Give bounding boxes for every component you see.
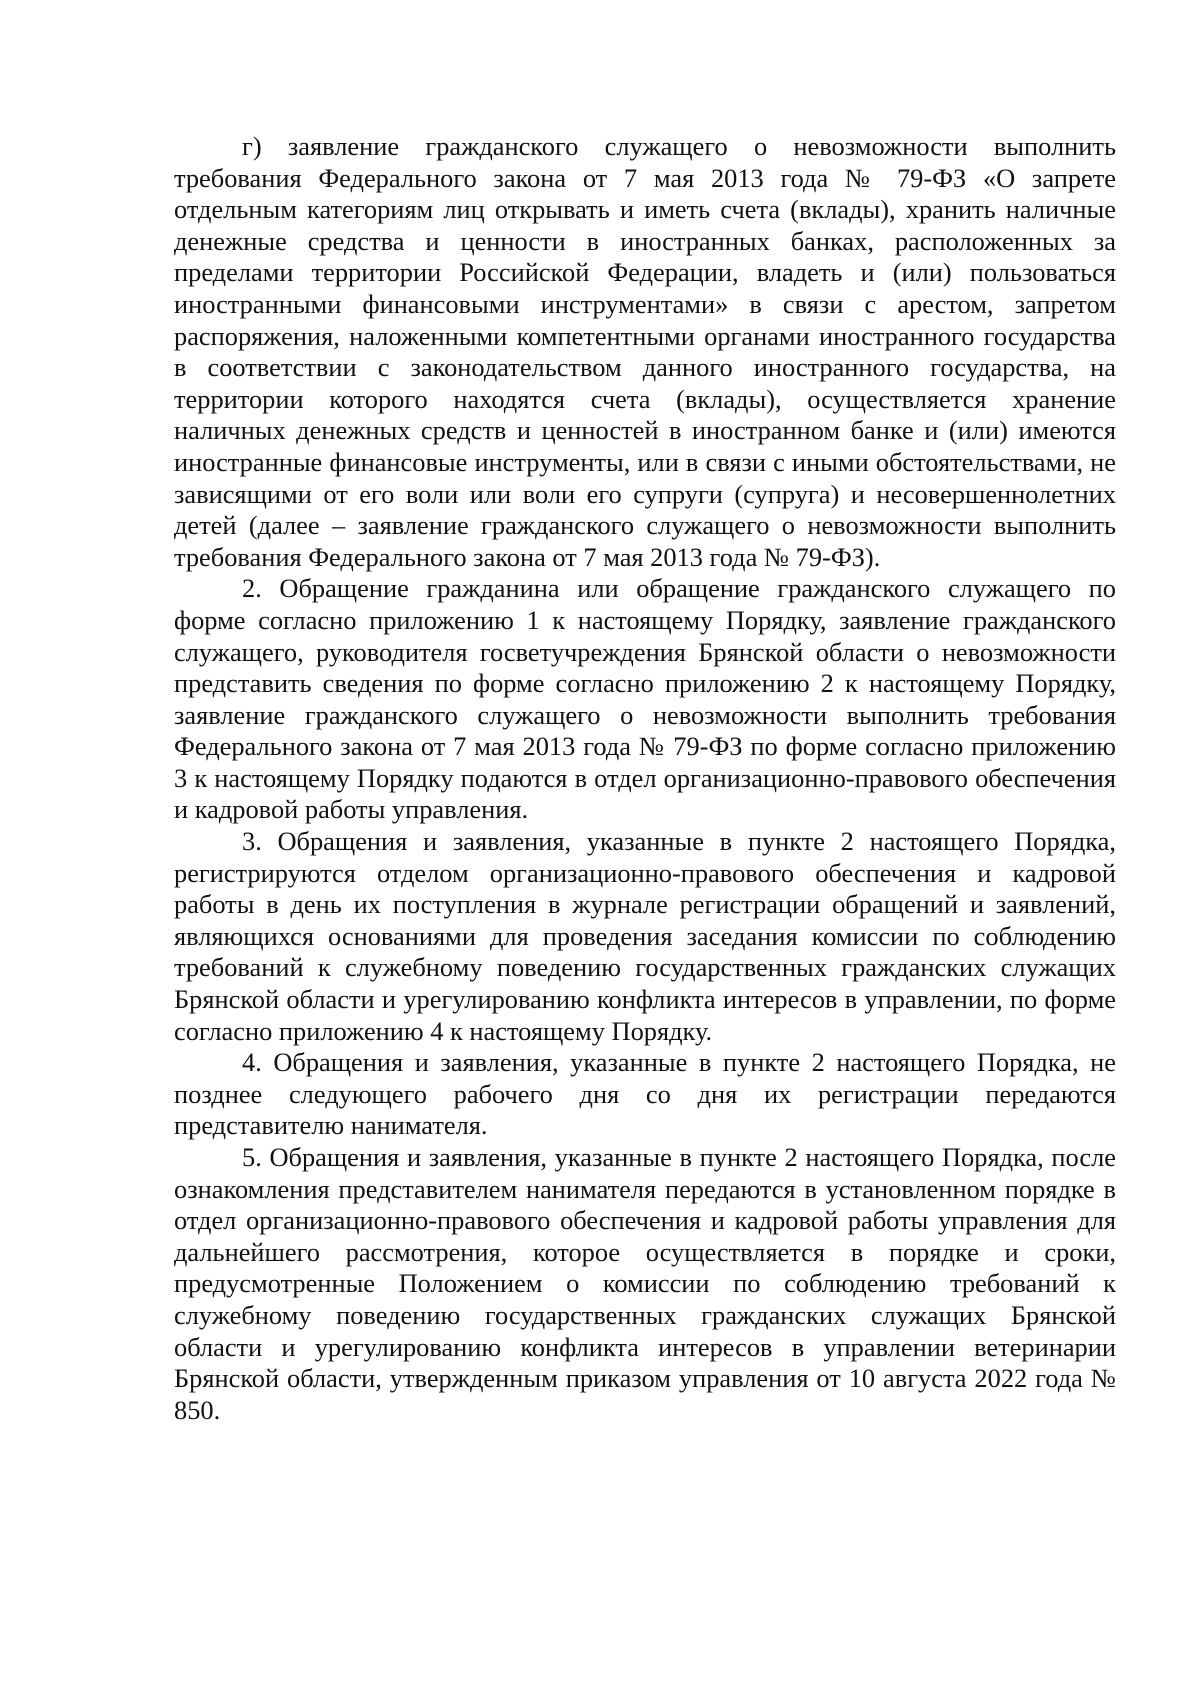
paragraph-5: 5. Обращения и заявления, указанные в пункте 2 настоящего Порядка, после ознакомления представителем нанимателя передаются в установленном порядке в отдел организационно-правового обеспечения и кадровой работы управления для дальнейшего рассмотрения, которое осуществляется в порядке и сроки, предусмотренные Положением о комиссии по соблюдению требований к служебному поведению государственных гражданских служащих Брянской области и урегулированию конфликта интересов в управлении ветеринарии Брянской области, утвержденным приказом управления от 10 августа 2022 года № 850. bbox=[174, 1142, 1116, 1425]
document-page bbox=[174, 131, 1116, 1426]
paragraph-4: 4. Обращения и заявления, указанные в пункте 2 настоящего Порядка, не позднее следующего рабочего дня со дня их регистрации передаются представителю нанимателя. bbox=[174, 1047, 1116, 1141]
paragraph-2: 2. Обращение гражданина или обращение гражданского служащего по форме согласно приложению 1 к настоящему Порядку, заявление гражданского служащего, руководителя госветучреждения Брянской области о невозможности представить сведения по форме согласно приложению 2 к настоящему Порядку, заявление гражданского служащего о невозможности выполнить требования Федерального закона от 7 мая 2013 года № 79-ФЗ по форме согласно приложению 3 к настоящему Порядку подаются в отдел организационно-правового обеспечения и кадровой работы управления. bbox=[174, 573, 1116, 825]
paragraph-3: 3. Обращения и заявления, указанные в пункте 2 настоящего Порядка, регистрируются отделом организационно-правового обеспечения и кадровой работы в день их поступления в журнале регистрации обращений и заявлений, являющихся основаниями для проведения заседания комиссии по соблюдению требований к служебному поведению государственных гражданских служащих Брянской области и урегулированию конфликта интересов в управлении, по форме согласно приложению 4 к настоящему Порядку. bbox=[174, 826, 1116, 1046]
paragraph-item-g: г) заявление гражданского служащего о невозможности выполнить требования Федерального закона от 7 мая 2013 года № 79-ФЗ «О запрете отдельным категориям лиц открывать и иметь счета (вклады), хранить наличные денежные средства и ценности в иностранных банках, расположенных за пределами территории Российской Федерации, владеть и (или) пользоваться иностранными финансовыми инструментами» в связи с арестом, запретом распоряжения, наложенными компетентными органами иностранного государства в соответствии с законодательством данного иностранного государства, на территории которого находятся счета (вклады), осуществляется хранение наличных денежных средств и ценностей в иностранном банке и (или) имеются иностранные финансовые инструменты, или в связи с иными обстоятельствами, не зависящими от его воли или воли его супруги (супруга) и несовершеннолетних детей (далее – заявление гражданского служащего о невозможности выполнить требования Федерального закона от 7 мая 2013 года № 79-ФЗ). bbox=[174, 131, 1116, 572]
